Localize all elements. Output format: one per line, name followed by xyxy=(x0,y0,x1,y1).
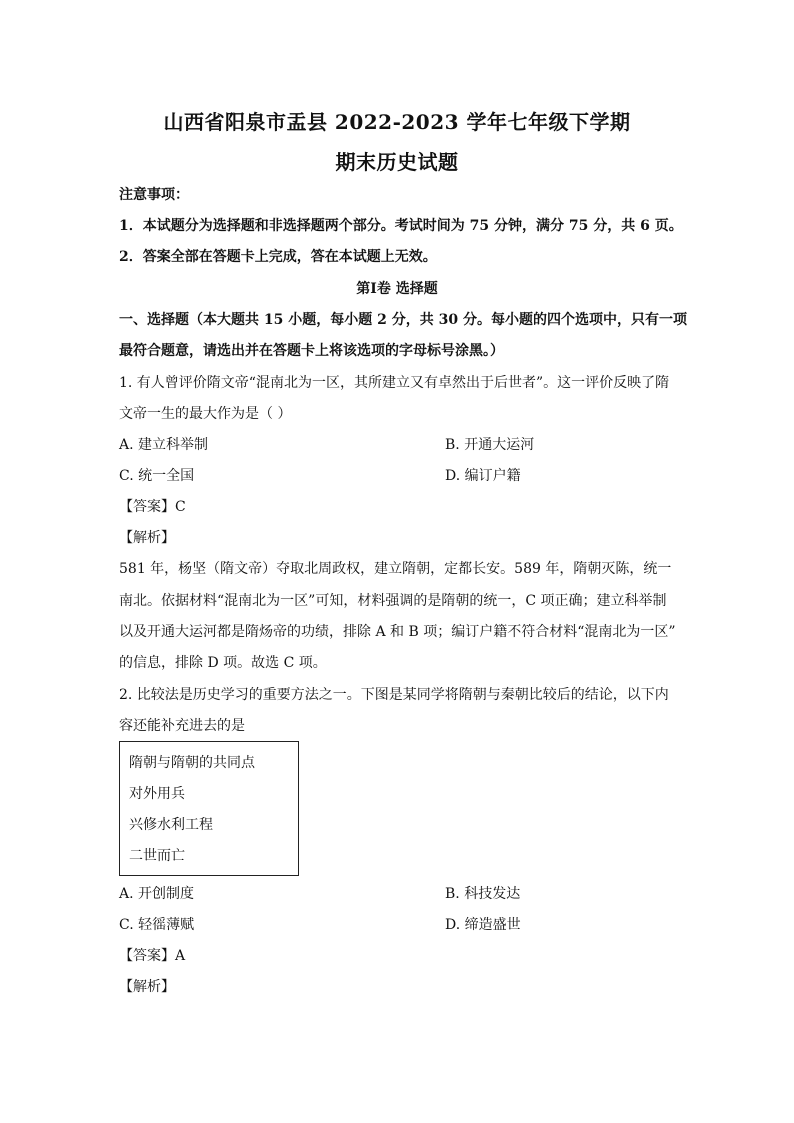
q2-option-b: B. 科技发达 xyxy=(445,886,521,902)
section-instructions-line1: 一、选择题（本大题共 15 小题，每小题 2 分，共 30 分。每小题的四个选项中，只有一项 xyxy=(119,312,687,328)
q1-analysis-line2: 南北。依据材料“混南北为一区”可知，材料强调的是隋朝的统一，C 项正确；建立科举制 xyxy=(119,593,667,609)
q1-option-d: D. 编订户籍 xyxy=(445,468,521,484)
q2-analysis-label: 【解析】 xyxy=(119,979,175,995)
q1-option-a: A. 建立科举制 xyxy=(119,437,209,453)
q2-option-a: A. 开创制度 xyxy=(119,886,195,902)
comparison-box-heading: 隋朝与隋朝的共同点 xyxy=(129,755,255,771)
q1-analysis-line4: 的信息，排除 D 项。故选 C 项。 xyxy=(119,655,327,671)
q2-option-c: C. 轻徭薄赋 xyxy=(119,917,195,933)
q2-stem-line1: 2. 比较法是历史学习的重要方法之一。下图是某同学将隋朝与秦朝比较后的结论，以下内 xyxy=(119,687,669,703)
comparison-box xyxy=(119,741,299,876)
document-title-line2: 期末历史试题 xyxy=(335,150,459,174)
q1-stem-line1: 1. 有人曾评价隋文帝“混南北为一区，其所建立又有卓然出于后世者”。这一评价反映了隋 xyxy=(119,375,670,391)
comparison-box-item: 对外用兵 xyxy=(129,786,185,802)
q1-option-b: B. 开通大运河 xyxy=(445,437,535,453)
volume-heading: 第Ⅰ卷 选择题 xyxy=(356,281,438,297)
document-title-line1: 山西省阳泉市盂县 2022-2023 学年七年级下学期 xyxy=(163,110,631,134)
section-instructions-line2: 最符合题意，请选出并在答题卡上将该选项的字母标号涂黑。） xyxy=(119,343,504,359)
q1-analysis-label: 【解析】 xyxy=(119,530,175,546)
q1-analysis-line3: 以及开通大运河都是隋炀帝的功绩，排除 A 和 B 项；编订户籍不符合材料“混南北为一区” xyxy=(119,624,676,640)
q1-option-c: C. 统一全国 xyxy=(119,468,195,484)
note-item-1: 1．本试题分为选择题和非选择题两个部分。考试时间为 75 分钟，满分 75 分，共 6 页。 xyxy=(119,218,683,234)
q1-stem-line2: 文帝一生的最大作为是（ ） xyxy=(119,406,292,422)
notes-heading: 注意事项： xyxy=(119,187,189,203)
q2-stem-line2: 容还能补充进去的是 xyxy=(119,718,245,734)
comparison-box-item: 二世而亡 xyxy=(129,848,185,864)
q1-answer: 【答案】C xyxy=(119,499,186,515)
comparison-box-item: 兴修水利工程 xyxy=(129,817,213,833)
q2-option-d: D. 缔造盛世 xyxy=(445,917,521,933)
q1-analysis-line1: 581 年，杨坚（隋文帝）夺取北周政权，建立隋朝，定都长安。589 年，隋朝灭陈，统一 xyxy=(119,561,672,577)
note-item-2: 2．答案全部在答题卡上完成，答在本试题上无效。 xyxy=(119,249,437,265)
q2-answer: 【答案】A xyxy=(119,948,186,964)
